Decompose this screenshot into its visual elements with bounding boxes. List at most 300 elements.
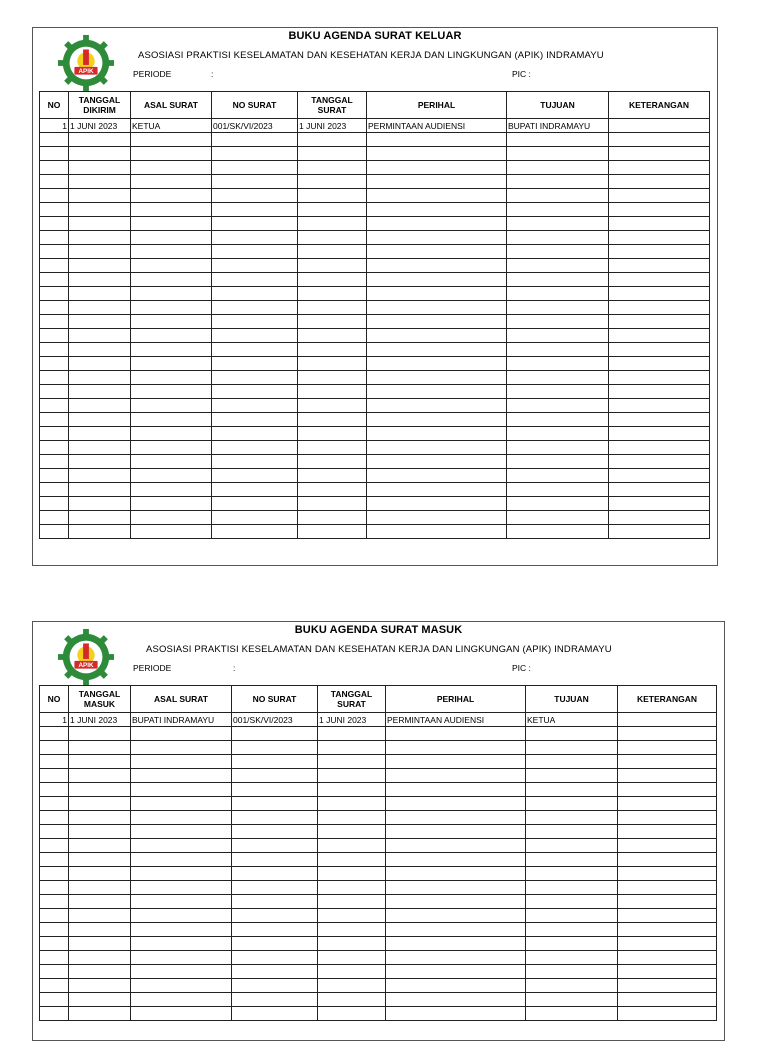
cell-keterangan <box>618 713 717 727</box>
empty-cell <box>386 923 526 937</box>
empty-cell <box>367 497 507 511</box>
empty-cell <box>386 965 526 979</box>
empty-cell <box>609 273 710 287</box>
table-row-empty <box>40 755 717 769</box>
empty-cell <box>507 245 609 259</box>
empty-cell <box>40 203 69 217</box>
empty-cell <box>212 245 298 259</box>
empty-cell <box>609 189 710 203</box>
empty-cell <box>507 301 609 315</box>
empty-cell <box>40 993 69 1007</box>
empty-cell <box>609 259 710 273</box>
empty-cell <box>298 511 367 525</box>
pic-label: PIC : <box>512 69 531 79</box>
empty-cell <box>131 301 212 315</box>
empty-cell <box>212 511 298 525</box>
empty-cell <box>40 839 69 853</box>
empty-cell <box>131 371 212 385</box>
col-header-tujuan: TUJUAN <box>507 92 609 119</box>
empty-cell <box>609 399 710 413</box>
empty-cell <box>232 867 318 881</box>
col-header-tanggal-surat: TANGGAL SURAT <box>318 686 386 713</box>
empty-cell <box>318 741 386 755</box>
empty-cell <box>131 979 232 993</box>
table-row-empty <box>40 301 710 315</box>
empty-cell <box>318 797 386 811</box>
empty-cell <box>212 175 298 189</box>
table-row-empty <box>40 455 710 469</box>
empty-cell <box>40 175 69 189</box>
empty-cell <box>232 895 318 909</box>
empty-cell <box>131 441 212 455</box>
empty-cell <box>40 287 69 301</box>
empty-cell <box>69 441 131 455</box>
empty-cell <box>298 483 367 497</box>
table-row <box>40 713 717 727</box>
empty-cell <box>367 343 507 357</box>
cell-tujuan: KETUA <box>526 713 618 727</box>
empty-cell <box>131 189 212 203</box>
empty-cell <box>618 769 717 783</box>
empty-cell <box>40 881 69 895</box>
empty-cell <box>131 245 212 259</box>
empty-cell <box>318 783 386 797</box>
empty-cell <box>69 483 131 497</box>
empty-cell <box>507 273 609 287</box>
empty-cell <box>69 287 131 301</box>
empty-cell <box>367 483 507 497</box>
svg-text:APIK: APIK <box>78 68 94 76</box>
table-row-empty <box>40 413 710 427</box>
table-row-empty <box>40 329 710 343</box>
empty-cell <box>212 189 298 203</box>
table-row-empty <box>40 203 710 217</box>
agenda-sheet-keluar <box>32 27 718 566</box>
empty-cell <box>618 741 717 755</box>
empty-cell <box>367 245 507 259</box>
empty-cell <box>618 979 717 993</box>
table-row-empty <box>40 895 717 909</box>
empty-cell <box>609 497 710 511</box>
empty-cell <box>298 357 367 371</box>
table-row-empty <box>40 245 710 259</box>
empty-cell <box>232 951 318 965</box>
empty-cell <box>298 161 367 175</box>
empty-cell <box>318 881 386 895</box>
empty-cell <box>69 259 131 273</box>
table-row-empty <box>40 1007 717 1021</box>
col-header-keterangan: KETERANGAN <box>618 686 717 713</box>
empty-cell <box>526 741 618 755</box>
empty-cell <box>618 923 717 937</box>
empty-cell <box>386 979 526 993</box>
empty-cell <box>69 755 131 769</box>
empty-cell <box>131 867 232 881</box>
empty-cell <box>618 825 717 839</box>
empty-cell <box>131 525 212 539</box>
table-row-empty <box>40 951 717 965</box>
empty-cell <box>212 483 298 497</box>
empty-cell <box>69 909 131 923</box>
empty-cell <box>367 371 507 385</box>
empty-cell <box>131 455 212 469</box>
empty-cell <box>367 259 507 273</box>
empty-cell <box>131 203 212 217</box>
empty-cell <box>40 189 69 203</box>
table-row-empty <box>40 965 717 979</box>
table-row-empty <box>40 825 717 839</box>
empty-cell <box>618 867 717 881</box>
empty-cell <box>507 217 609 231</box>
empty-cell <box>40 469 69 483</box>
empty-cell <box>298 329 367 343</box>
empty-cell <box>298 385 367 399</box>
empty-cell <box>618 755 717 769</box>
empty-cell <box>131 909 232 923</box>
table-row-empty <box>40 399 710 413</box>
empty-cell <box>609 133 710 147</box>
organization-name: ASOSIASI PRAKTISI KESELAMATAN DAN KESEHATAN KERJA DAN LINGKUNGAN (APIK) INDRAMAYU <box>146 644 612 655</box>
empty-cell <box>69 343 131 357</box>
empty-cell <box>212 133 298 147</box>
table-row-empty <box>40 175 710 189</box>
empty-cell <box>386 727 526 741</box>
empty-cell <box>386 755 526 769</box>
empty-cell <box>367 357 507 371</box>
col-header-tujuan: TUJUAN <box>526 686 618 713</box>
empty-cell <box>526 727 618 741</box>
empty-cell <box>40 385 69 399</box>
empty-cell <box>40 133 69 147</box>
empty-cell <box>298 441 367 455</box>
empty-cell <box>69 161 131 175</box>
empty-cell <box>40 1007 69 1021</box>
empty-cell <box>69 797 131 811</box>
pic-label: PIC : <box>512 663 531 673</box>
empty-cell <box>40 329 69 343</box>
page-title: BUKU AGENDA SURAT MASUK <box>294 624 463 636</box>
empty-cell <box>232 881 318 895</box>
empty-cell <box>131 895 232 909</box>
empty-cell <box>526 937 618 951</box>
empty-cell <box>69 217 131 231</box>
empty-cell <box>131 147 212 161</box>
empty-cell <box>318 1007 386 1021</box>
empty-cell <box>131 511 212 525</box>
empty-cell <box>131 469 212 483</box>
empty-cell <box>131 427 212 441</box>
empty-cell <box>526 951 618 965</box>
empty-cell <box>526 783 618 797</box>
empty-cell <box>609 329 710 343</box>
empty-cell <box>40 909 69 923</box>
empty-cell <box>212 231 298 245</box>
empty-cell <box>318 895 386 909</box>
empty-cell <box>69 853 131 867</box>
table-row-empty <box>40 189 710 203</box>
empty-cell <box>618 937 717 951</box>
cell-tanggal-surat: 1 JUNI 2023 <box>298 119 367 133</box>
empty-cell <box>298 301 367 315</box>
empty-cell <box>386 825 526 839</box>
table-row-empty <box>40 881 717 895</box>
empty-cell <box>609 385 710 399</box>
empty-cell <box>386 783 526 797</box>
empty-cell <box>69 923 131 937</box>
agenda-table <box>39 91 710 539</box>
cell-no-surat: 001/SK/VI/2023 <box>232 713 318 727</box>
col-header-no-surat: NO SURAT <box>232 686 318 713</box>
table-row-empty <box>40 287 710 301</box>
empty-cell <box>298 287 367 301</box>
empty-cell <box>367 399 507 413</box>
empty-cell <box>131 797 232 811</box>
empty-cell <box>131 385 212 399</box>
col-header-no: NO <box>40 92 69 119</box>
empty-cell <box>40 483 69 497</box>
empty-cell <box>367 147 507 161</box>
periode-colon: : <box>211 69 214 79</box>
empty-cell <box>618 783 717 797</box>
empty-cell <box>386 769 526 783</box>
empty-cell <box>69 867 131 881</box>
empty-cell <box>526 839 618 853</box>
empty-cell <box>40 769 69 783</box>
empty-cell <box>507 427 609 441</box>
empty-cell <box>40 301 69 315</box>
empty-cell <box>386 1007 526 1021</box>
empty-cell <box>69 525 131 539</box>
empty-cell <box>298 427 367 441</box>
empty-cell <box>40 797 69 811</box>
table-body <box>40 713 717 1021</box>
empty-cell <box>69 203 131 217</box>
table-row-empty <box>40 217 710 231</box>
empty-cell <box>69 231 131 245</box>
empty-cell <box>386 853 526 867</box>
empty-cell <box>507 497 609 511</box>
empty-cell <box>131 881 232 895</box>
empty-cell <box>609 245 710 259</box>
empty-cell <box>367 175 507 189</box>
empty-cell <box>232 993 318 1007</box>
empty-cell <box>367 329 507 343</box>
empty-cell <box>298 469 367 483</box>
empty-cell <box>367 413 507 427</box>
periode-label: PERIODE <box>133 663 172 673</box>
empty-cell <box>131 413 212 427</box>
empty-cell <box>367 189 507 203</box>
empty-cell <box>212 385 298 399</box>
empty-cell <box>131 937 232 951</box>
table-row-empty <box>40 273 710 287</box>
empty-cell <box>69 455 131 469</box>
empty-cell <box>609 511 710 525</box>
empty-cell <box>131 483 212 497</box>
empty-cell <box>212 147 298 161</box>
empty-cell <box>526 811 618 825</box>
empty-cell <box>507 413 609 427</box>
empty-cell <box>367 287 507 301</box>
empty-cell <box>526 881 618 895</box>
empty-cell <box>212 301 298 315</box>
empty-cell <box>131 811 232 825</box>
empty-cell <box>212 357 298 371</box>
table-row-empty <box>40 993 717 1007</box>
empty-cell <box>609 203 710 217</box>
empty-cell <box>507 483 609 497</box>
empty-cell <box>69 993 131 1007</box>
table-row-empty <box>40 357 710 371</box>
empty-cell <box>212 427 298 441</box>
empty-cell <box>232 1007 318 1021</box>
table-row-empty <box>40 469 710 483</box>
empty-cell <box>367 315 507 329</box>
empty-cell <box>40 273 69 287</box>
empty-cell <box>618 881 717 895</box>
empty-cell <box>526 797 618 811</box>
table-row <box>40 119 710 133</box>
empty-cell <box>69 839 131 853</box>
empty-cell <box>69 147 131 161</box>
empty-cell <box>212 413 298 427</box>
empty-cell <box>131 497 212 511</box>
table-row-empty <box>40 511 710 525</box>
empty-cell <box>318 727 386 741</box>
empty-cell <box>318 811 386 825</box>
empty-cell <box>69 727 131 741</box>
empty-cell <box>232 979 318 993</box>
empty-cell <box>212 497 298 511</box>
empty-cell <box>212 217 298 231</box>
empty-cell <box>318 937 386 951</box>
cell-perihal: PERMINTAAN AUDIENSI <box>386 713 526 727</box>
empty-cell <box>212 455 298 469</box>
empty-cell <box>618 895 717 909</box>
empty-cell <box>609 357 710 371</box>
col-header-tanggal-masuk: TANGGAL MASUK <box>69 686 131 713</box>
agenda-sheet-masuk <box>32 621 725 1041</box>
table-row-empty <box>40 483 710 497</box>
empty-cell <box>298 525 367 539</box>
cell-no: 1 <box>40 119 69 133</box>
empty-cell <box>131 993 232 1007</box>
empty-cell <box>609 427 710 441</box>
periode-colon: : <box>233 663 236 673</box>
empty-cell <box>507 441 609 455</box>
table-row-empty <box>40 371 710 385</box>
empty-cell <box>69 385 131 399</box>
empty-cell <box>526 825 618 839</box>
cell-tanggal-surat: 1 JUNI 2023 <box>318 713 386 727</box>
empty-cell <box>232 853 318 867</box>
empty-cell <box>298 399 367 413</box>
empty-cell <box>386 993 526 1007</box>
empty-cell <box>367 231 507 245</box>
col-header-perihal: PERIHAL <box>367 92 507 119</box>
empty-cell <box>507 343 609 357</box>
empty-cell <box>386 881 526 895</box>
cell-no: 1 <box>40 713 69 727</box>
empty-cell <box>232 839 318 853</box>
empty-cell <box>526 769 618 783</box>
empty-cell <box>212 441 298 455</box>
empty-cell <box>69 741 131 755</box>
empty-cell <box>69 881 131 895</box>
empty-cell <box>507 161 609 175</box>
empty-cell <box>40 923 69 937</box>
empty-cell <box>40 357 69 371</box>
empty-cell <box>131 399 212 413</box>
empty-cell <box>40 741 69 755</box>
table-row-empty <box>40 797 717 811</box>
empty-cell <box>69 497 131 511</box>
table-body <box>40 119 710 539</box>
empty-cell <box>298 259 367 273</box>
table-row-empty <box>40 783 717 797</box>
empty-cell <box>232 741 318 755</box>
empty-cell <box>212 161 298 175</box>
empty-cell <box>298 371 367 385</box>
table-row-empty <box>40 979 717 993</box>
empty-cell <box>69 357 131 371</box>
table-header-row <box>40 92 710 119</box>
empty-cell <box>40 979 69 993</box>
empty-cell <box>232 937 318 951</box>
empty-cell <box>318 979 386 993</box>
empty-cell <box>232 811 318 825</box>
empty-cell <box>131 839 232 853</box>
empty-cell <box>318 867 386 881</box>
empty-cell <box>232 825 318 839</box>
empty-cell <box>40 811 69 825</box>
empty-cell <box>367 525 507 539</box>
empty-cell <box>507 203 609 217</box>
empty-cell <box>131 273 212 287</box>
table-row-empty <box>40 231 710 245</box>
empty-cell <box>69 245 131 259</box>
cell-asal-surat: BUPATI INDRAMAYU <box>131 713 232 727</box>
table-row-empty <box>40 727 717 741</box>
apik-logo-icon <box>57 628 115 686</box>
empty-cell <box>318 951 386 965</box>
empty-cell <box>526 923 618 937</box>
empty-cell <box>69 937 131 951</box>
empty-cell <box>40 937 69 951</box>
empty-cell <box>609 301 710 315</box>
empty-cell <box>618 853 717 867</box>
empty-cell <box>40 147 69 161</box>
empty-cell <box>609 217 710 231</box>
empty-cell <box>609 343 710 357</box>
empty-cell <box>609 175 710 189</box>
empty-cell <box>609 413 710 427</box>
empty-cell <box>298 497 367 511</box>
empty-cell <box>131 259 212 273</box>
empty-cell <box>318 923 386 937</box>
empty-cell <box>507 231 609 245</box>
empty-cell <box>212 259 298 273</box>
table-row-empty <box>40 525 710 539</box>
col-header-asal-surat: ASAL SURAT <box>131 686 232 713</box>
empty-cell <box>298 245 367 259</box>
empty-cell <box>367 161 507 175</box>
empty-cell <box>318 755 386 769</box>
empty-cell <box>318 965 386 979</box>
empty-cell <box>69 315 131 329</box>
organization-name: ASOSIASI PRAKTISI KESELAMATAN DAN KESEHATAN KERJA DAN LINGKUNGAN (APIK) INDRAMAYU <box>138 50 604 61</box>
table-header-row <box>40 686 717 713</box>
